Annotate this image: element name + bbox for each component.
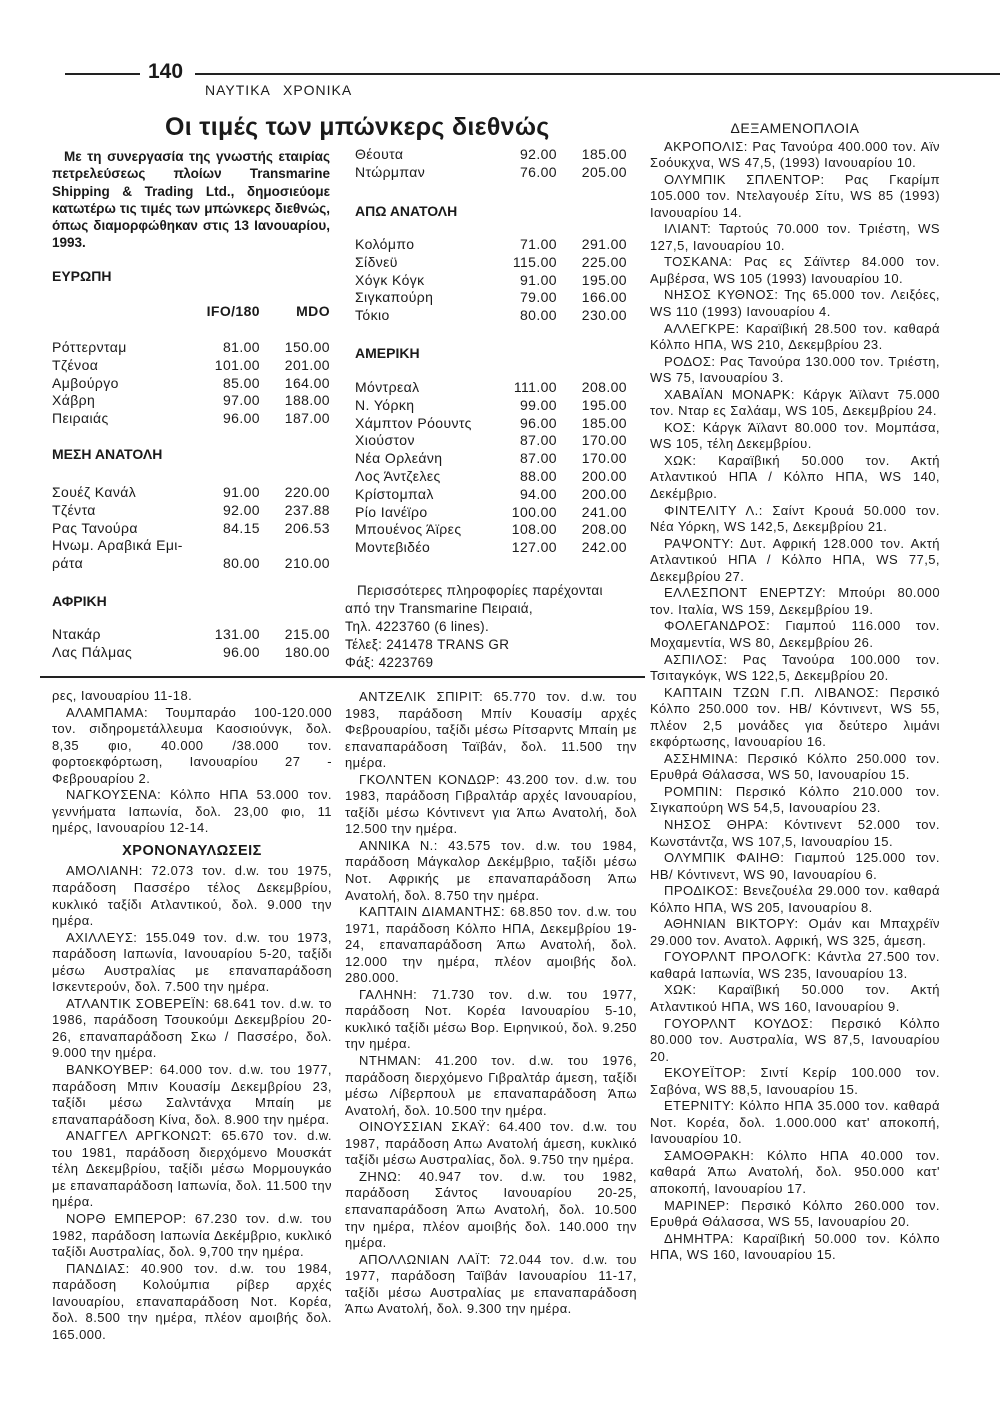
- price-row: [355, 415, 627, 433]
- header-rule-right: [195, 73, 1000, 75]
- port-name: Λας Πάλμας: [52, 643, 133, 660]
- charter-entry: ΓΟΥΟΡΛΝΤ ΠΡΟΛΟΓΚ: Κάντλα 27.500 τον. καθαρά Ιαπωνία, WS 235, Ιανουαρίου 13.: [650, 949, 940, 981]
- charter-entry: ΜΑΡΙΝΕΡ: Περσικό Κόλπο 260.000 τον. Ερυθρά Θάλασσα, WS 55, Ιανουαρίου 20.: [650, 1197, 940, 1230]
- mdo-price: 195.00: [581, 396, 627, 413]
- contact-telex: Τέλεξ: 241478 TRANS GR: [345, 637, 510, 652]
- charter-entry: ΧΩΚ: Καραϊβική 50.000 τον. Ακτή Ατλαντικού ΗΠΑ, WS 160, Ιανουαρίου 9.: [650, 982, 940, 1014]
- ifo-price: 87.00: [519, 432, 557, 449]
- price-row: [52, 375, 330, 393]
- price-row: [355, 307, 627, 325]
- port-name: ράτα: [52, 555, 84, 572]
- mdo-header: MDO: [296, 303, 330, 319]
- ifo-price: [190, 537, 260, 555]
- price-row: [52, 520, 330, 538]
- port-name: Χόγκ Κόγκ: [355, 271, 425, 288]
- charter-entry: ΓΑΛΗΝΗ: 71.730 τον. d.w. του 1977, παράδοση Νοτ. Κορέα Ιανουαρίου 5-10, κυκλικό ταξίδι μέσω Βορ. Ειρηνικού, δολ. 9.250 την ημέρα.: [345, 986, 637, 1052]
- charter-entry: ΠΑΝΔΙΑΣ: 40.900 τον. d.w. του 1984, παράδοση Κολούμπια ρίβερ αρχές Ιανουαρίου, επαναπαράδοση Νοτ. Κορέα, δολ. 8.500 την ημέρα, πλέον αμοιβής δολ. 165.000.: [52, 1260, 332, 1342]
- ifo-price: 127.00: [511, 539, 557, 556]
- ifo-price: 100.00: [511, 503, 557, 520]
- mdo-price: 215.00: [284, 626, 330, 642]
- port-name: Θέουτα: [355, 146, 404, 162]
- port-name: Χάμπτον Ρόουντς: [355, 414, 472, 431]
- charter-entry: ΟΛΥΜΠΙΚ ΦΑΙΗΘ: Γιαμπού 125.000 τον. HB/ Κόντινεντ, WS 90, Ιανουαρίου 6.: [650, 850, 940, 882]
- charter-entry: ΕΛΛΕΣΠΟΝΤ ΕΝΕΡΤΖΥ: Μπούρι 80.000 τον. Ιταλία, WS 159, Δεκεμβρίου 19.: [650, 585, 940, 617]
- mdo-price: 170.00: [581, 432, 627, 449]
- mdo-price: 187.00: [284, 410, 330, 427]
- port-name: Αμβούργο: [52, 374, 119, 391]
- charter-entry: ΚΑΠΤΑΙΝ ΔΙΑΜΑΝΤΗΣ: 68.850 τον. d.w. του 1971, παράδοση Κόλπο ΗΠΑ, Δεκεμβρίου 19-24, επαναπαράδοση Άπω Ανατολή, δολ. 12.000 την ημέρα, πλέον αμοιβής δολ. 280.000.: [345, 904, 637, 986]
- port-name: Μοντεβιδέο: [355, 539, 431, 556]
- charter-entry: ΦΟΛΕΓΑΝΔΡΟΣ: Γιαμπού 116.000 τον. Μοχαμεντία, WS 80, Δεκεμβρίου 26.: [650, 618, 940, 650]
- mdo-price: 230.00: [581, 307, 627, 324]
- charter-entry: ΑΝΤΖΕΛΙΚ ΣΠΙΡΙΤ: 65.770 τον. d.w. του 1983, παράδοση Μπίν Κουασίμ αρχές Φεβρουαρίου, ταξίδι μέσω Ρίτσαρντς Μπαίη με επαναπαράδοση Ταϊβάν, δολ. 11.500 την ημέρα.: [345, 689, 637, 771]
- mdo-price: 200.00: [581, 485, 627, 502]
- mdo-price: 205.00: [581, 163, 627, 180]
- charter-entry: ΚΟΣ: Κάργκ Άϊλαντ 80.000 τον. Μομπάσα, WS 105, τέλη Δεκεμβρίου.: [650, 419, 940, 452]
- price-row: [355, 236, 627, 254]
- port-name: Ντακάρ: [52, 626, 101, 642]
- mdo-price: 225.00: [581, 253, 627, 270]
- ifo-price: 81.00: [222, 339, 260, 355]
- ifo-price: 101.00: [214, 356, 260, 373]
- price-row: [355, 432, 627, 450]
- charter-entry: ΡΑΨΟΝΤΥ: Δυτ. Αφρική 128.000 τον. Ακτή Ατλαντικού ΗΠΑ / Κόλπο ΗΠΑ, WS 77,5, Δεκεμβρίου 27.: [650, 535, 940, 584]
- mdo-price: 150.00: [284, 339, 330, 355]
- charter-entry: ΧΩΚ: Καραϊβική 50.000 τον. Ακτή Ατλαντικού ΗΠΑ / Κόλπο ΗΠΑ, WS 140, Δεκέμβριο.: [650, 452, 940, 502]
- ifo-price: 80.00: [222, 555, 260, 572]
- mdo-price: [260, 537, 330, 555]
- ifo-price: 84.15: [222, 519, 260, 536]
- ifo-price: 99.00: [519, 396, 557, 413]
- ifo-price: 80.00: [519, 307, 557, 324]
- far-east-price-table: [355, 236, 627, 325]
- header-rule-left: [65, 73, 140, 75]
- price-row: [355, 486, 627, 504]
- contact-fax: Φάξ: 4223769: [345, 655, 434, 670]
- column-right: [650, 120, 940, 1264]
- mdo-price: 237.88: [284, 501, 330, 518]
- africa-price-table: [52, 626, 330, 662]
- charter-entry: ΑΜΟΛΙΑΝΗ: 72.073 τον. d.w. του 1975, παράδοση Πασσέρο τέλος Δεκεμβρίου, κυκλικό ταξίδι Ατλαντικού, δολ. 9.000 την ημέρα.: [52, 863, 332, 929]
- price-row: [52, 410, 330, 428]
- price-row: [52, 555, 330, 573]
- charter-entry: ΑΣΠΙΛΟΣ: Ρας Τανούρα 100.000 τον. Τσιταγκόγκ, WS 122,5, Δεκεμβρίου 20.: [650, 651, 940, 684]
- port-name: Πειραιάς: [52, 410, 109, 427]
- port-name: Τζένοα: [52, 356, 99, 373]
- charter-entry: ΟΛΥΜΠΙΚ ΣΠΛΕΝΤΟΡ: Ρας Γκαρίμπ 105.000 τον. Ντελαγουέρ Σίτυ, WS 85 (1993) Ιανουαρίου 14.: [650, 171, 940, 220]
- charter-entry: ΕΤΕΡΝΙΤΥ: Κόλπο ΗΠΑ 35.000 τον. καθαρά Νοτ. Κορέα, δολ. 1.000.000 κατ' αποκοπή, Ιανουαρίου 10.: [650, 1098, 940, 1147]
- magazine-name: ΝΑΥΤΙΚΑ ΧΡΟΝΙΚΑ: [205, 82, 353, 98]
- price-row: [355, 379, 627, 397]
- ifo-price: 91.00: [519, 271, 557, 288]
- mdo-price: 188.00: [284, 392, 330, 409]
- mdo-price: 208.00: [581, 521, 627, 538]
- price-row: [355, 504, 627, 522]
- ifo-price: 94.00: [519, 485, 557, 502]
- mdo-price: 195.00: [581, 271, 627, 288]
- section-heading-far-east: ΑΠΩ ΑΝΑΤΟΛΗ: [355, 203, 458, 219]
- charter-entry: ΑΧΙΛΛΕΥΣ: 155.049 τον. d.w. του 1973, παράδοση Ιαπωνία, Ιανουαρίου 5-20, ταξίδι μέσω Αυστραλίας με επαναπαράδοση Ισκεντερούν, δολ. 7.500 την ημέρα.: [52, 929, 332, 995]
- mdo-price: 210.00: [284, 555, 330, 572]
- ifo-price: 96.00: [519, 414, 557, 431]
- charter-entry: ΒΑΝΚΟΥΒΕΡ: 64.000 τον. d.w. του 1977, παράδοση Μπιν Κουασίμ Δεκεμβρίου 23, ταξίδι μέσω Σαλντάνχα Μπαίη με επαναπαράδοση Κίνα, δολ. 8.900 την ημέρα.: [52, 1062, 332, 1127]
- contact-line: από την Transmarine Πειραιά,: [345, 601, 533, 616]
- charter-entry: ΑΛΑΜΠΑΜΑ: Τουμπαράο 100-120.000 τον. σιδηρομετάλλευμα Καοσιούνγκ, δολ. 8,35 φιο, 40.000 /38.000 τον. φορτοεκφόρτωση, Ιανουαρίου 27 - Φεβρουαρίου 2.: [52, 704, 332, 786]
- charter-entry: ΦΙΝΤΕΛΙΤΥ Λ.: Σαίντ Κρουά 50.000 τον. Νέα Υόρκη, WS 142,5, Δεκεμβρίου 21.: [650, 502, 940, 535]
- port-name: Ρόττερνταμ: [52, 339, 127, 355]
- port-name: Τόκιο: [355, 307, 390, 324]
- price-row: [355, 289, 627, 307]
- ifo-price: 96.00: [222, 410, 260, 427]
- mdo-price: 242.00: [581, 539, 627, 556]
- column-left: [52, 688, 332, 1343]
- port-name: Νέα Ορλεάνη: [355, 450, 443, 467]
- charter-entry: ΑΘΗΝΙΑΝ ΒΙΚΤΟΡΥ: Ομάν και Μπαχρέϊν 29.000 τον. Ανατολ. Αφρική, WS 325, άμεση.: [650, 916, 940, 948]
- section-heading-america: ΑΜΕΡΙΚΗ: [355, 345, 420, 361]
- price-row: [355, 272, 627, 290]
- charter-entry: ΑΝΑΓΓΕΛ ΑΡΓΚΟΝΩΤ: 65.670 τον. d.w. του 1981, παράδοση διερχόμενο Μουσκάτ τέλη Δεκεμβρίου, ταξίδι μέσω Μορμουγκάο με επαναπαράδοση Ιαπωνία, δολ. 11.500 την ημέρα.: [52, 1128, 332, 1210]
- mdo-price: 220.00: [284, 484, 330, 500]
- charter-entry: ΝΑΓΚΟΥΣΕΝΑ: Κόλπο ΗΠΑ 53.000 τον. γεννήματα Ιαπωνία, δολ. 23,00 φιο, 11 ημέρς, Ιανουαρίου 12-14.: [52, 787, 332, 836]
- charter-entry: ΑΣΣΗΜΙΝΑ: Περσικό Κόλπο 250.000 τον. Ερυθρά Θάλασσα, WS 50, Ιανουαρίου 15.: [650, 750, 940, 783]
- price-row: [355, 450, 627, 468]
- ifo-price: 108.00: [511, 521, 557, 538]
- port-name: Χιούστον: [355, 432, 415, 449]
- price-row: [355, 468, 627, 486]
- column-middle: [345, 689, 637, 1318]
- ifo-price: 91.00: [222, 484, 260, 500]
- section-heading-europe: ΕΥΡΩΠΗ: [52, 268, 112, 284]
- charter-entry: ρες, Ιανουαρίου 11-18.: [52, 688, 193, 703]
- charter-entry: ΕΚΟΥΕΪΤΟΡ: Σιντί Κερίρ 100.000 τον. Σαβόνα, WS 88,5, Ιανουαρίου 15.: [650, 1065, 940, 1097]
- port-name: Σουέζ Κανάλ: [52, 484, 137, 500]
- mdo-price: 170.00: [581, 450, 627, 467]
- america-price-table: [355, 379, 627, 557]
- charter-entry: ΠΡΟΔΙΚΟΣ: Βενεζουέλα 29.000 τον. καθαρά Κόλπο ΗΠΑ, WS 205, Ιανουαρίου 8.: [650, 883, 940, 915]
- port-name: Μόντρεαλ: [355, 379, 420, 395]
- middle-east-price-table: [52, 484, 330, 573]
- price-row: [52, 626, 330, 644]
- price-row: [355, 397, 627, 415]
- port-name: Ηνωμ. Αραβικά Εμι-: [52, 537, 183, 554]
- contact-phone: Τηλ. 4223760 (6 lines).: [345, 619, 489, 634]
- mdo-price: 291.00: [581, 236, 627, 252]
- charter-entry: ΝΟΡΘ ΕΜΠΕΡΟΡ: 67.230 τον. d.w. του 1982, παράδοση Ιαπωνία Δεκέμβριο, κυκλικό ταξίδι Αυστραλίας, δολ. 9,700 την ημέρα.: [52, 1210, 332, 1260]
- charter-entry: ΝΗΣΟΣ ΚΥΘΝΟΣ: Της 65.000 τον. Λειξόες, WS 110 (1993) Ιανουαρίου 4.: [650, 287, 940, 320]
- port-name: Ντώρμπαν: [355, 163, 426, 180]
- mdo-price: 201.00: [284, 356, 330, 373]
- price-row: [355, 254, 627, 272]
- charter-entry: ΚΑΠΤΑΙΝ ΤΖΩΝ Γ.Π. ΛΙΒΑΝΟΣ: Περσικό Κόλπο 250.000 τον. HB/ Κόντινεντ, WS 55, πλέον 2,5 μονάδες για δεύτερο λιμάνι εκφόρτωσης, Ιανουαρίου 16.: [650, 684, 940, 750]
- ifo-price: 92.00: [222, 501, 260, 518]
- port-name: Τζέντα: [52, 501, 96, 518]
- price-row: [355, 521, 627, 539]
- ifo-price: 97.00: [222, 392, 260, 409]
- ifo-price: 96.00: [222, 643, 260, 660]
- port-name: Ρας Τανούρα: [52, 519, 138, 536]
- ifo-price: 76.00: [519, 163, 557, 180]
- charter-entry: ΔΗΜΗΤΡΑ: Καραϊβική 50.000 τον. Κόλπο ΗΠΑ, WS 160, Ιανουαρίου 15.: [650, 1230, 940, 1263]
- section-heading: ΔΕΞΑΜΕΝΟΠΛΟΙΑ: [730, 120, 860, 136]
- price-row: [52, 502, 330, 520]
- section-heading-africa: ΑΦΡΙΚΗ: [52, 593, 107, 609]
- charter-entry: ΙΛΙΑΝΤ: Ταρτούς 70.000 τον. Τριέστη, WS 127,5, Ιανουαρίου 10.: [650, 221, 940, 253]
- price-row: [355, 539, 627, 557]
- contact-info: [345, 582, 645, 672]
- africa-price-table-cont: [355, 146, 627, 182]
- charter-entry: ΑΚΡΟΠΟΛΙΣ: Ρας Τανούρα 400.000 τον. Αϊν Σοόυκχνα, WS 47,5, (1993) Ιανουαρίου 10.: [650, 138, 940, 171]
- mdo-price: 164.00: [284, 374, 330, 391]
- ifo-price: 87.00: [519, 450, 557, 467]
- price-row: [52, 537, 330, 555]
- section-heading: ΧΡΟΝΟΝΑΥΛΩΣΕΙΣ: [122, 842, 262, 859]
- ifo-price: 71.00: [519, 236, 557, 252]
- charter-entry: ΑΠΟΛΛΩΝΙΑΝ ΛΑΪΤ: 72.044 τον. d.w. του 1977, παράδοση Ταϊβάν Ιανουαρίου 11-17, ταξίδι μέσω Αυστραλίας με επαναπαράδοση Άπω Ανατολή, δολ. 9.300 την ημέρα.: [345, 1251, 637, 1317]
- port-name: Σίδνεϋ: [355, 253, 398, 270]
- charter-entry: ΑΤΛΑΝΤΙΚ ΣΟΒΕΡΕΪΝ: 68.641 τον. d.w. το 1986, παράδοση Τσουκούμι Δεκεμβρίου 20-26, επαναπαράδοση Σκω / Πασσέρο, δολ. 9.000 την ημέρα.: [52, 995, 332, 1061]
- page-number: 140: [148, 60, 184, 83]
- charter-entry: ΓΚΟΛΝΤΕΝ ΚΟΝΔΩΡ: 43.200 τον. d.w. του 1983, παράδοση Γιβραλτάρ αρχές Ιανουαρίου, ταξίδι μέσω Κόντινεντ για Άπω Ανατολή, δολ 12.500 την ημέρα.: [345, 771, 637, 837]
- port-name: Μπουένος Άϊρες: [355, 521, 462, 538]
- contact-line: Περισσότερες πληροφορίες παρέχονται: [357, 583, 603, 598]
- port-name: Λος Άντζελες: [355, 467, 441, 484]
- mdo-price: 208.00: [581, 379, 627, 395]
- ifo-price: 88.00: [519, 467, 557, 484]
- mdo-price: 241.00: [581, 503, 627, 520]
- price-row: [355, 164, 627, 182]
- price-row: [52, 357, 330, 375]
- ifo-price: 111.00: [513, 379, 557, 395]
- section-heading-middle-east: ΜΕΣΗ ΑΝΑΤΟΛΗ: [52, 446, 163, 462]
- price-row: [355, 146, 627, 164]
- article-intro: Με τη συνεργασία της γνωστής εταιρίας πετρελεύσεως πλοίων Transmarine Shipping & Trading Ltd., δημοσιεύομε κατωτέρω τις τιμές των μπώνκερς διεθνώς, όπως διαμορφώθηκαν στις 13 Ιανουαρίου, 1993.: [52, 149, 330, 251]
- charter-entry: ΡΟΔΟΣ: Ρας Τανούρα 130.000 τον. Τριέστη, WS 75, Ιανουαρίου 3.: [650, 353, 940, 386]
- port-name: Κολόμπο: [355, 236, 415, 252]
- port-name: Ν. Υόρκη: [355, 396, 415, 413]
- price-row: [52, 392, 330, 410]
- charter-entry: ΑΝΝΙΚΑ Ν.: 43.575 τον. d.w. του 1984, παράδοση Μάγκαλορ Δεκέμβριο, ταξίδι μέσω Νοτ. Αφρικής με επαναπαράδοση Άπω Ανατολή, δολ. 8.750 την ημέρα.: [345, 837, 637, 903]
- ifo-price: 131.00: [214, 626, 260, 642]
- mdo-price: 206.53: [284, 519, 330, 536]
- charter-entry: ΑΛΛΕΓΚΡΕ: Καραϊβική 28.500 τον. καθαρά Κόλπο ΗΠΑ, WS 210, Δεκεμβρίου 23.: [650, 320, 940, 353]
- price-row: [52, 644, 330, 662]
- charter-entry: ΤΟΣΚΑΝΑ: Ρας ες Σάϊντερ 84.000 τον. Αμβέρσα, WS 105 (1993) Ιανουαρίου 10.: [650, 254, 940, 286]
- mdo-price: 166.00: [581, 289, 627, 306]
- charter-entry: ΓΟΥΟΡΛΝΤ ΚΟΥΔΟΣ: Περσικό Κόλπο 80.000 τον. Αυστραλία, WS 87,5, Ιανουαρίου 20.: [650, 1015, 940, 1064]
- europe-price-table: [52, 339, 330, 428]
- article-title: Οι τιμές των μπώνκερς διεθνώς: [165, 113, 550, 141]
- ifo-header: IFO/180: [206, 303, 260, 319]
- charter-entry: ΝΗΣΟΣ ΘΗΡΑ: Κόντινεντ 52.000 τον. Κωνστάντζα, WS 107,5, Ιανουαρίου 15.: [650, 816, 940, 849]
- charter-entry: ΟΙΝΟΥΣΣΙΑΝ ΣΚΑΫ: 64.400 τον. d.w. του 1987, παράδοση Απω Ανατολή άμεση, κυκλικό ταξίδι μέσω Αυστραλίας, δολ. 9.750 την ημέρα.: [345, 1119, 637, 1168]
- charter-entry: ΖΗΝΩ: 40.947 τον. d.w. του 1982, παράδοση Σάντος Ιανουαρίου 20-25, επαναπαράδοση Άπω Ανατολή, δολ. 10.500 την ημέρα, πλέον αμοιβής δολ. 140.000 την ημέρα.: [345, 1168, 637, 1251]
- port-name: Χάβρη: [52, 392, 96, 409]
- section-divider: [40, 676, 645, 678]
- charter-entry: ΧΑΒΑΪΑΝ ΜΟΝΑΡΚ: Κάργκ Άϊλαντ 75.000 τον. Νταρ ες Σαλάαμ, WS 105, Δεκεμβρίου 24.: [650, 386, 940, 419]
- port-name: Σιγκαπούρη: [355, 289, 434, 306]
- europe-column-headers: [52, 303, 330, 321]
- ifo-price: 79.00: [519, 289, 557, 306]
- mdo-price: 180.00: [284, 643, 330, 660]
- charter-entry: ΝΤΗΜΑΝ: 41.200 τον. d.w. του 1976, παράδοση διερχόμενο Γιβραλτάρ άμεση, ταξίδι μέσω Λίβερπουλ με επαναπαράδοση Άπω Ανατολή, δολ. 10.500 την ημέρα.: [345, 1053, 637, 1118]
- mdo-price: 185.00: [581, 146, 627, 162]
- ifo-price: 85.00: [222, 374, 260, 391]
- charter-entry: ΣΑΜΟΘΡΑΚΗ: Κόλπο ΗΠΑ 40.000 τον. καθαρά Άπω Ανατολή, δολ. 950.000 κατ' αποκοπή, Ιανουαρίου 17.: [650, 1147, 940, 1196]
- ifo-price: 115.00: [512, 253, 557, 270]
- price-row: [52, 484, 330, 502]
- ifo-price: 92.00: [519, 146, 557, 162]
- mdo-price: 185.00: [581, 414, 627, 431]
- port-name: Ρίο Ιανέϊρο: [355, 503, 428, 520]
- charter-entry: ΡΟΜΠΙΝ: Περσικό Κόλπο 210.000 τον. Σιγκαπούρη WS 54,5, Ιανουαρίου 23.: [650, 783, 940, 816]
- mdo-price: 200.00: [581, 467, 627, 484]
- price-row: [52, 339, 330, 357]
- port-name: Κρίστομπαλ: [355, 485, 434, 502]
